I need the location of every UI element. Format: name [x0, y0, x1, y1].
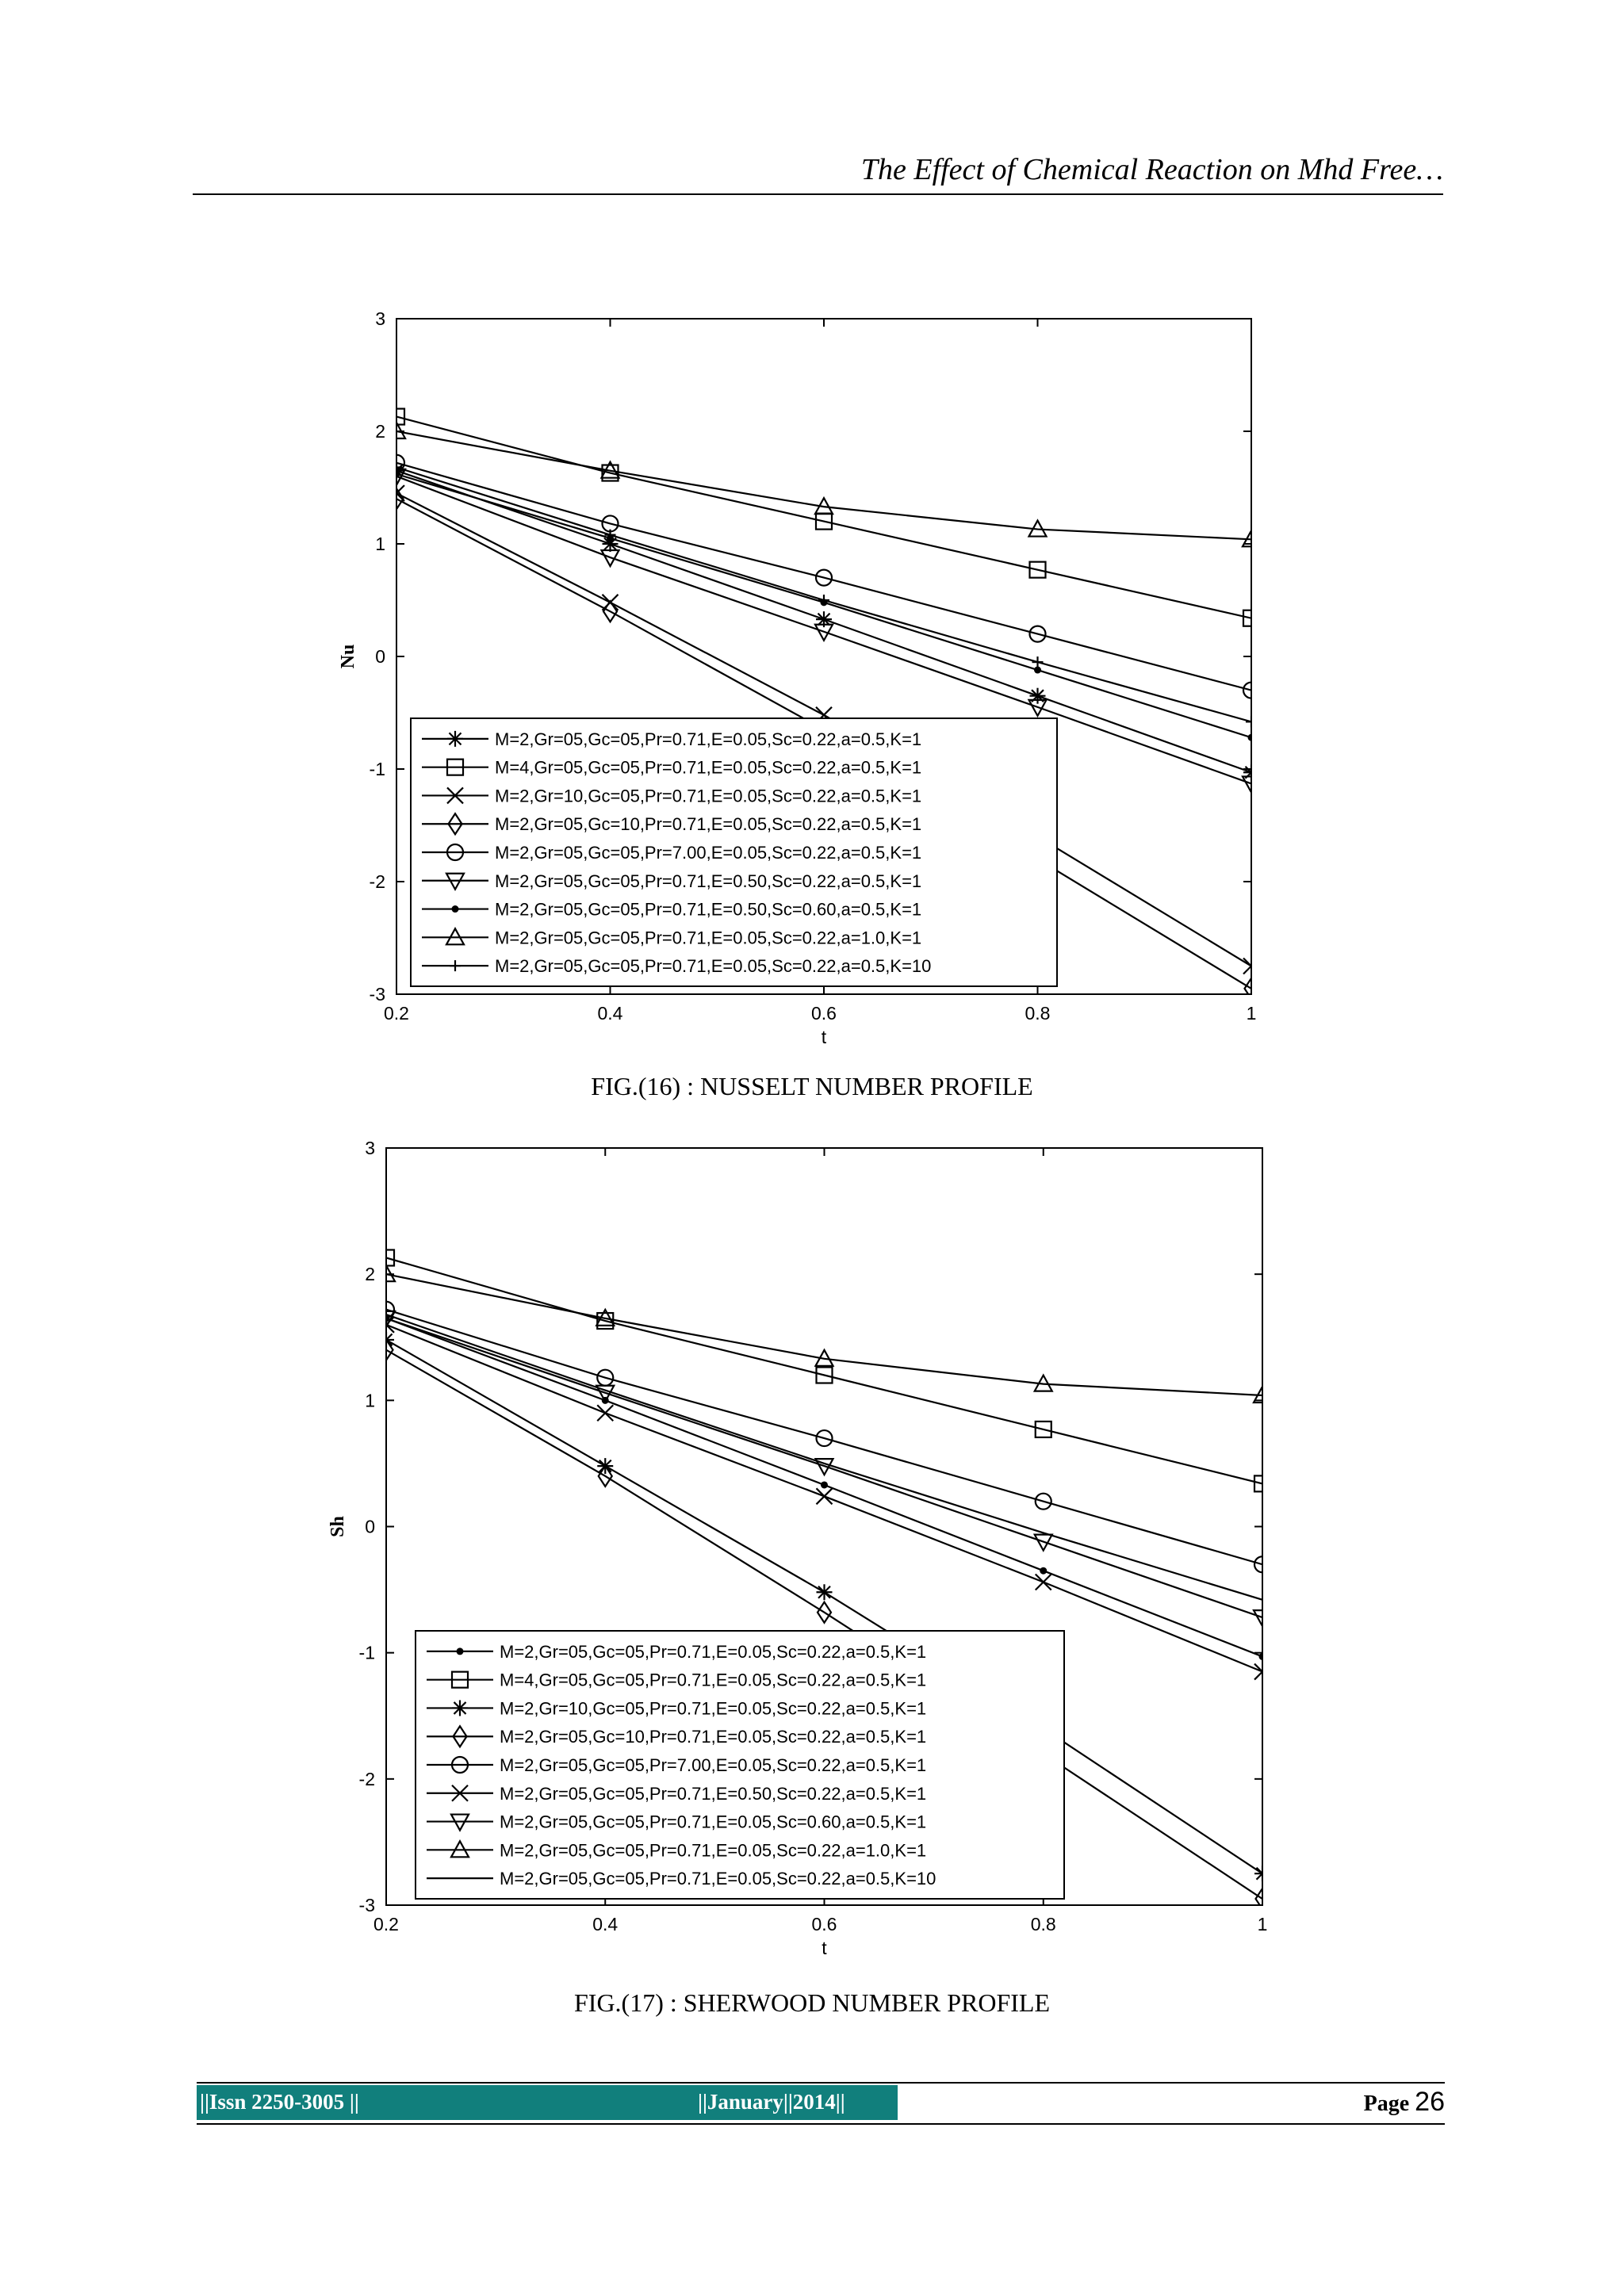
series-line-9 [386, 1314, 1262, 1600]
y-tick-label: 3 [365, 1138, 375, 1158]
legend-marker [452, 905, 459, 913]
legend-entry-7: M=2,Gr=05,Gc=05,Pr=0.71,E=0.50,Sc=0.60,a=0.5,K=1 [495, 899, 922, 920]
x-tick-label: 0.6 [811, 1003, 837, 1024]
legend-entry-4: M=2,Gr=05,Gc=10,Pr=0.71,E=0.05,Sc=0.22,a=0.5,K=1 [500, 1727, 927, 1747]
legend-entry-1: M=2,Gr=05,Gc=05,Pr=0.71,E=0.05,Sc=0.22,a=0.5,K=1 [500, 1641, 927, 1662]
footer-issn: ||Issn 2250-3005 || [200, 2090, 359, 2114]
y-tick-label: -2 [358, 1768, 375, 1789]
legend-entry-7: M=2,Gr=05,Gc=05,Pr=0.71,E=0.05,Sc=0.60,a=0.5,K=1 [500, 1812, 927, 1832]
legend-entry-6: M=2,Gr=05,Gc=05,Pr=0.71,E=0.50,Sc=0.22,a=0.5,K=1 [495, 871, 922, 891]
data-point [597, 1405, 613, 1421]
legend-marker [452, 1700, 468, 1716]
x-tick-label: 0.6 [811, 1914, 837, 1934]
data-point [1040, 1567, 1047, 1575]
y-tick-label: 0 [375, 646, 385, 667]
page-number [1364, 2087, 1445, 2118]
data-point [1246, 716, 1257, 727]
legend-entry-9: M=2,Gr=05,Gc=05,Pr=0.71,E=0.05,Sc=0.22,a=0.5,K=10 [500, 1869, 936, 1889]
y-tick-label: 3 [375, 308, 385, 329]
legend-entry-8: M=2,Gr=05,Gc=05,Pr=0.71,E=0.05,Sc=0.22,a=1.0,K=1 [495, 928, 922, 948]
legend-entry-8: M=2,Gr=05,Gc=05,Pr=0.71,E=0.05,Sc=0.22,a=1.0,K=1 [500, 1840, 927, 1861]
data-point [1259, 1653, 1266, 1660]
data-point [817, 1488, 833, 1504]
series-line-7 [386, 1318, 1262, 1617]
data-point [1030, 688, 1046, 704]
data-point [1243, 764, 1259, 780]
data-point [817, 1584, 833, 1600]
legend-marker [457, 1647, 464, 1655]
x-tick-label: 0.2 [384, 1003, 409, 1024]
page-label: Page [1363, 2091, 1410, 2116]
x-axis-label: t [821, 1027, 827, 1047]
legend-entry-5: M=2,Gr=05,Gc=05,Pr=7.00,E=0.05,Sc=0.22,a=0.5,K=1 [500, 1755, 927, 1775]
y-tick-label: -1 [358, 1642, 375, 1663]
data-point [1248, 734, 1255, 741]
series-line-9 [396, 467, 1251, 721]
x-tick-label: 0.2 [373, 1914, 399, 1934]
y-axis-label: Nu [338, 644, 358, 669]
footer-rule-top [197, 2082, 1445, 2084]
y-tick-label: 2 [375, 421, 385, 442]
data-point [1032, 656, 1044, 668]
x-axis-label: t [822, 1938, 827, 1958]
running-header-title: The Effect of Chemical Reaction on Mhd Free… [860, 153, 1443, 186]
data-point [821, 1481, 828, 1488]
x-tick-label: 0.4 [597, 1003, 623, 1024]
legend-entry-2: M=4,Gr=05,Gc=05,Pr=0.71,E=0.05,Sc=0.22,a=0.5,K=1 [495, 757, 922, 778]
x-tick-label: 1 [1257, 1914, 1268, 1934]
series-line-2 [386, 1257, 1262, 1483]
legend-entry-5: M=2,Gr=05,Gc=05,Pr=7.00,E=0.05,Sc=0.22,a=0.5,K=1 [495, 843, 922, 863]
nusselt-chart [0, 301, 1624, 1062]
legend-entry-6: M=2,Gr=05,Gc=05,Pr=0.71,E=0.50,Sc=0.22,a=0.5,K=1 [500, 1783, 927, 1804]
series-line-2 [396, 417, 1251, 618]
y-tick-label: -3 [369, 984, 385, 1004]
legend-marker [447, 731, 463, 747]
footer-date: ||January||2014|| [698, 2090, 845, 2114]
data-point [1036, 1575, 1051, 1590]
header-rule [193, 193, 1443, 195]
series-line-6 [386, 1325, 1262, 1672]
y-tick-label: -2 [369, 871, 385, 892]
page-number-value: 26 [1415, 2087, 1445, 2117]
legend-entry-9: M=2,Gr=05,Gc=05,Pr=0.71,E=0.05,Sc=0.22,a=0.5,K=10 [495, 956, 932, 977]
footer-rule-bottom [197, 2123, 1445, 2125]
y-tick-label: -1 [369, 759, 385, 779]
x-tick-label: 0.4 [592, 1914, 619, 1934]
legend-entry-3: M=2,Gr=10,Gc=05,Pr=0.71,E=0.05,Sc=0.22,a=0.5,K=1 [500, 1698, 927, 1719]
legend-entry-1: M=2,Gr=05,Gc=05,Pr=0.71,E=0.05,Sc=0.22,a=0.5,K=1 [495, 729, 922, 749]
y-tick-label: -3 [358, 1895, 375, 1915]
x-tick-label: 1 [1246, 1003, 1257, 1024]
y-tick-label: 2 [365, 1264, 375, 1285]
figure-17-caption: FIG.(17) : SHERWOOD NUMBER PROFILE [573, 1988, 1051, 2017]
y-tick-label: 1 [365, 1390, 375, 1411]
series-line-5 [386, 1310, 1262, 1565]
x-tick-label: 0.8 [1025, 1003, 1051, 1024]
x-tick-label: 0.8 [1030, 1914, 1056, 1934]
data-point [1254, 1866, 1270, 1881]
series-line-8 [396, 431, 1251, 539]
sherwood-chart [0, 1129, 1624, 1977]
legend-entry-4: M=2,Gr=05,Gc=10,Pr=0.71,E=0.05,Sc=0.22,a=0.5,K=1 [495, 814, 922, 835]
figure-16-caption: FIG.(16) : NUSSELT NUMBER PROFILE [591, 1072, 1033, 1100]
y-tick-label: 0 [365, 1516, 375, 1537]
y-axis-label: Sh [327, 1516, 348, 1537]
legend-entry-2: M=4,Gr=05,Gc=05,Pr=0.71,E=0.05,Sc=0.22,a=0.5,K=1 [500, 1670, 927, 1690]
y-tick-label: 1 [375, 534, 385, 554]
legend-entry-3: M=2,Gr=10,Gc=05,Pr=0.71,E=0.05,Sc=0.22,a=0.5,K=1 [495, 786, 922, 806]
